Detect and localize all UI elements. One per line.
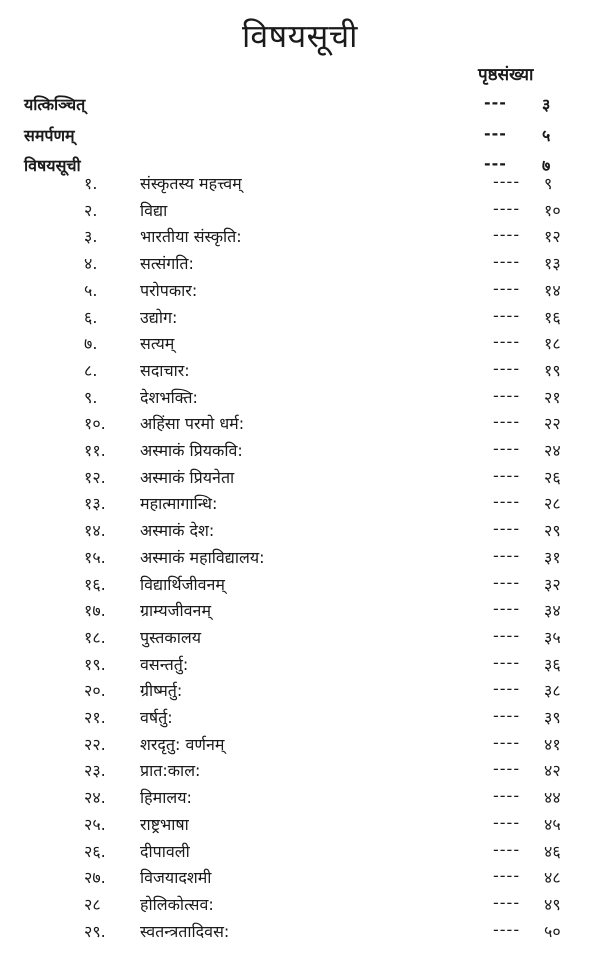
entry-number: २८ xyxy=(84,895,101,914)
leader-dashes: ---- xyxy=(493,466,521,485)
leader-dashes: ---- xyxy=(493,679,521,698)
toc-entry[interactable] xyxy=(0,626,600,654)
entry-number: १८. xyxy=(84,628,106,647)
toc-entry[interactable] xyxy=(0,492,600,520)
leader-dashes: ---- xyxy=(493,225,521,244)
toc-entry[interactable] xyxy=(0,199,600,227)
page-number: २८ xyxy=(544,494,561,513)
leader-dashes: ---- xyxy=(493,653,521,672)
entry-title[interactable]: अस्माकं महाविद्यालय: xyxy=(140,548,265,567)
entry-title[interactable]: अस्माकं प्रियनेता xyxy=(140,468,235,487)
page-number: १८ xyxy=(544,334,561,353)
front-matter-title[interactable]: समर्पणम् xyxy=(24,126,75,145)
entry-title[interactable]: ग्रीष्मर्तु: xyxy=(140,681,183,700)
entry-number: १०. xyxy=(84,414,106,433)
toc-entry[interactable] xyxy=(0,332,600,360)
front-matter-title[interactable]: विषयसूची xyxy=(24,156,81,175)
entry-number: ४. xyxy=(84,254,98,273)
page-number: ३१ xyxy=(544,548,561,567)
entry-title[interactable]: स्वतन्त्रतादिवस: xyxy=(140,922,230,941)
toc-entry[interactable] xyxy=(0,733,600,761)
entry-number: २२. xyxy=(84,735,106,754)
entry-number: ५. xyxy=(84,281,98,300)
entry-number: २. xyxy=(84,201,98,220)
page-number: १६ xyxy=(544,308,561,327)
leader-dashes: ---- xyxy=(493,439,521,458)
entry-number: ३. xyxy=(84,227,98,246)
entry-number: २७. xyxy=(84,868,106,887)
entry-number: २३. xyxy=(84,761,106,780)
page-number: ३२ xyxy=(544,575,561,594)
entry-title[interactable]: सदाचार: xyxy=(140,361,190,380)
toc-entry[interactable] xyxy=(0,279,600,307)
entry-title[interactable]: महात्मागान्धि: xyxy=(140,494,218,513)
toc-entry[interactable] xyxy=(0,786,600,814)
leader-dashes: ---- xyxy=(493,866,521,885)
toc-entry[interactable] xyxy=(0,653,600,681)
front-matter-title[interactable]: यत्किञ्चित् xyxy=(24,95,86,114)
toc-entry[interactable] xyxy=(0,306,600,334)
leader-dashes: ---- xyxy=(493,786,521,805)
leader-dashes: ---- xyxy=(493,759,521,778)
entry-title[interactable]: विद्यार्थिजीवनम् xyxy=(140,575,225,594)
entry-number: ७. xyxy=(84,334,98,353)
entry-number: १६. xyxy=(84,575,106,594)
leader-dashes: ---- xyxy=(493,840,521,859)
page-number: ३५ xyxy=(544,628,561,647)
leader-dashes: ---- xyxy=(493,332,521,351)
page-number: ७ xyxy=(542,156,551,175)
entry-title[interactable]: भारतीया संस्कृति: xyxy=(140,227,242,246)
leader-dashes: ---- xyxy=(493,893,521,912)
toc-entry[interactable] xyxy=(0,893,600,921)
entry-title[interactable]: होलिकोत्सव: xyxy=(140,895,214,914)
leader-dashes: ---- xyxy=(493,626,521,645)
leader-dashes: ---- xyxy=(493,519,521,538)
page-number: १० xyxy=(544,201,561,220)
page-number: ९ xyxy=(544,174,553,193)
entry-number: २९. xyxy=(84,922,106,941)
leader-dashes: ---- xyxy=(493,412,521,431)
entry-number: २६. xyxy=(84,842,106,861)
leader-dashes: ---- xyxy=(493,920,521,939)
entry-number: १९. xyxy=(84,655,106,674)
page-number: ३ xyxy=(542,95,551,114)
leader-dashes: ---- xyxy=(493,306,521,325)
entry-number: २०. xyxy=(84,681,106,700)
toc-entry[interactable] xyxy=(0,679,600,707)
leader-dashes: ---- xyxy=(493,252,521,271)
entry-title[interactable]: अहिंसा परमो धर्म: xyxy=(140,414,245,433)
entry-title[interactable]: देशभक्ति: xyxy=(140,388,198,407)
entry-title[interactable]: वर्षर्तु: xyxy=(140,708,173,727)
entry-title[interactable]: वसन्तर्तु: xyxy=(140,655,189,674)
toc-entry[interactable] xyxy=(0,519,600,547)
page-number: ३४ xyxy=(544,601,561,620)
toc-entry[interactable] xyxy=(0,599,600,627)
entry-number: १. xyxy=(84,174,98,193)
page-number: ४१ xyxy=(544,735,561,754)
entry-number: २५. xyxy=(84,815,106,834)
page-number: ४५ xyxy=(544,815,561,834)
toc-entry[interactable] xyxy=(0,920,600,948)
page-number: ५० xyxy=(544,922,561,941)
page-number: २१ xyxy=(544,388,561,407)
leader-dashes: ---- xyxy=(493,359,521,378)
entry-title[interactable]: सत्यम् xyxy=(140,334,175,353)
page-number: २६ xyxy=(544,468,561,487)
leader-dashes: --- xyxy=(484,124,507,143)
entry-title[interactable]: दीपावली xyxy=(140,842,190,861)
leader-dashes: ---- xyxy=(493,386,521,405)
page-number: ४८ xyxy=(544,868,561,887)
entry-title[interactable]: पुस्तकालय xyxy=(140,628,201,647)
page-number: १२ xyxy=(544,227,561,246)
page-number: १३ xyxy=(544,254,561,273)
toc-entry[interactable] xyxy=(0,466,600,494)
toc-entry[interactable] xyxy=(0,386,600,414)
toc-entry[interactable] xyxy=(0,439,600,467)
toc-entry[interactable] xyxy=(0,359,600,387)
page-title: विषयसूची xyxy=(242,17,358,55)
toc-entry[interactable] xyxy=(0,172,600,200)
page-number: ४६ xyxy=(544,842,561,861)
entry-title[interactable]: शरदृतु: वर्णनम् xyxy=(140,735,225,754)
toc-entry[interactable] xyxy=(0,866,600,894)
page-number: ४४ xyxy=(544,788,561,807)
entry-title[interactable]: विजयादशमी xyxy=(140,868,212,887)
leader-dashes: ---- xyxy=(493,172,521,191)
entry-title[interactable]: विद्या xyxy=(140,201,168,220)
toc-entry[interactable] xyxy=(0,759,600,787)
entry-number: २१. xyxy=(84,708,106,727)
leader-dashes: ---- xyxy=(493,546,521,565)
entry-number: १३. xyxy=(84,494,106,513)
entry-title[interactable]: अस्माकं देश: xyxy=(140,521,215,540)
entry-title[interactable]: परोपकार: xyxy=(140,281,198,300)
leader-dashes: --- xyxy=(484,93,507,112)
toc-entry[interactable] xyxy=(0,412,600,440)
entry-title[interactable]: उद्योग: xyxy=(140,308,178,327)
page-number: ५ xyxy=(542,126,551,145)
entry-title[interactable]: अस्माकं प्रियकवि: xyxy=(140,441,243,460)
entry-title[interactable]: संस्कृतस्य महत्त्वम् xyxy=(140,174,242,193)
page-number: ३९ xyxy=(544,708,561,727)
toc-entry[interactable] xyxy=(0,840,600,868)
page-number: ४९ xyxy=(544,895,561,914)
page-number: २९ xyxy=(544,521,561,540)
leader-dashes: ---- xyxy=(493,706,521,725)
entry-number: ६. xyxy=(84,308,98,327)
entry-title[interactable]: ग्राम्यजीवनम् xyxy=(140,601,212,620)
entry-number: ८. xyxy=(84,361,98,380)
page-number: २४ xyxy=(544,441,561,460)
leader-dashes: --- xyxy=(484,154,507,173)
toc-entry[interactable] xyxy=(0,573,600,601)
entry-number: २४. xyxy=(84,788,106,807)
leader-dashes: ---- xyxy=(493,199,521,218)
entry-number: ९. xyxy=(84,388,98,407)
leader-dashes: ---- xyxy=(493,492,521,511)
page-number: १९ xyxy=(544,361,561,380)
toc-entry[interactable] xyxy=(0,546,600,574)
page-number: ४२ xyxy=(544,761,561,780)
entry-title[interactable]: राष्ट्रभाषा xyxy=(140,815,189,834)
page-number: ३८ xyxy=(544,681,561,700)
entry-title[interactable]: हिमालय: xyxy=(140,788,192,807)
entry-number: १४. xyxy=(84,521,106,540)
toc-entry[interactable] xyxy=(0,252,600,280)
page-number: २२ xyxy=(544,414,561,433)
entry-title[interactable]: प्रात:काल: xyxy=(140,761,201,780)
entry-number: ११. xyxy=(84,441,106,460)
page-number: १४ xyxy=(544,281,561,300)
entry-title[interactable]: सत्संगति: xyxy=(140,254,194,273)
entry-number: १७. xyxy=(84,601,106,620)
leader-dashes: ---- xyxy=(493,733,521,752)
leader-dashes: ---- xyxy=(493,279,521,298)
toc-entry[interactable] xyxy=(0,225,600,253)
page-number-column-header: पृष्ठसंख्या xyxy=(478,65,534,85)
toc-entry[interactable] xyxy=(0,813,600,841)
leader-dashes: ---- xyxy=(493,813,521,832)
toc-entry[interactable] xyxy=(0,706,600,734)
entry-number: १५. xyxy=(84,548,106,567)
entry-number: १२. xyxy=(84,468,106,487)
leader-dashes: ---- xyxy=(493,599,521,618)
leader-dashes: ---- xyxy=(493,573,521,592)
page-number: ३६ xyxy=(544,655,561,674)
